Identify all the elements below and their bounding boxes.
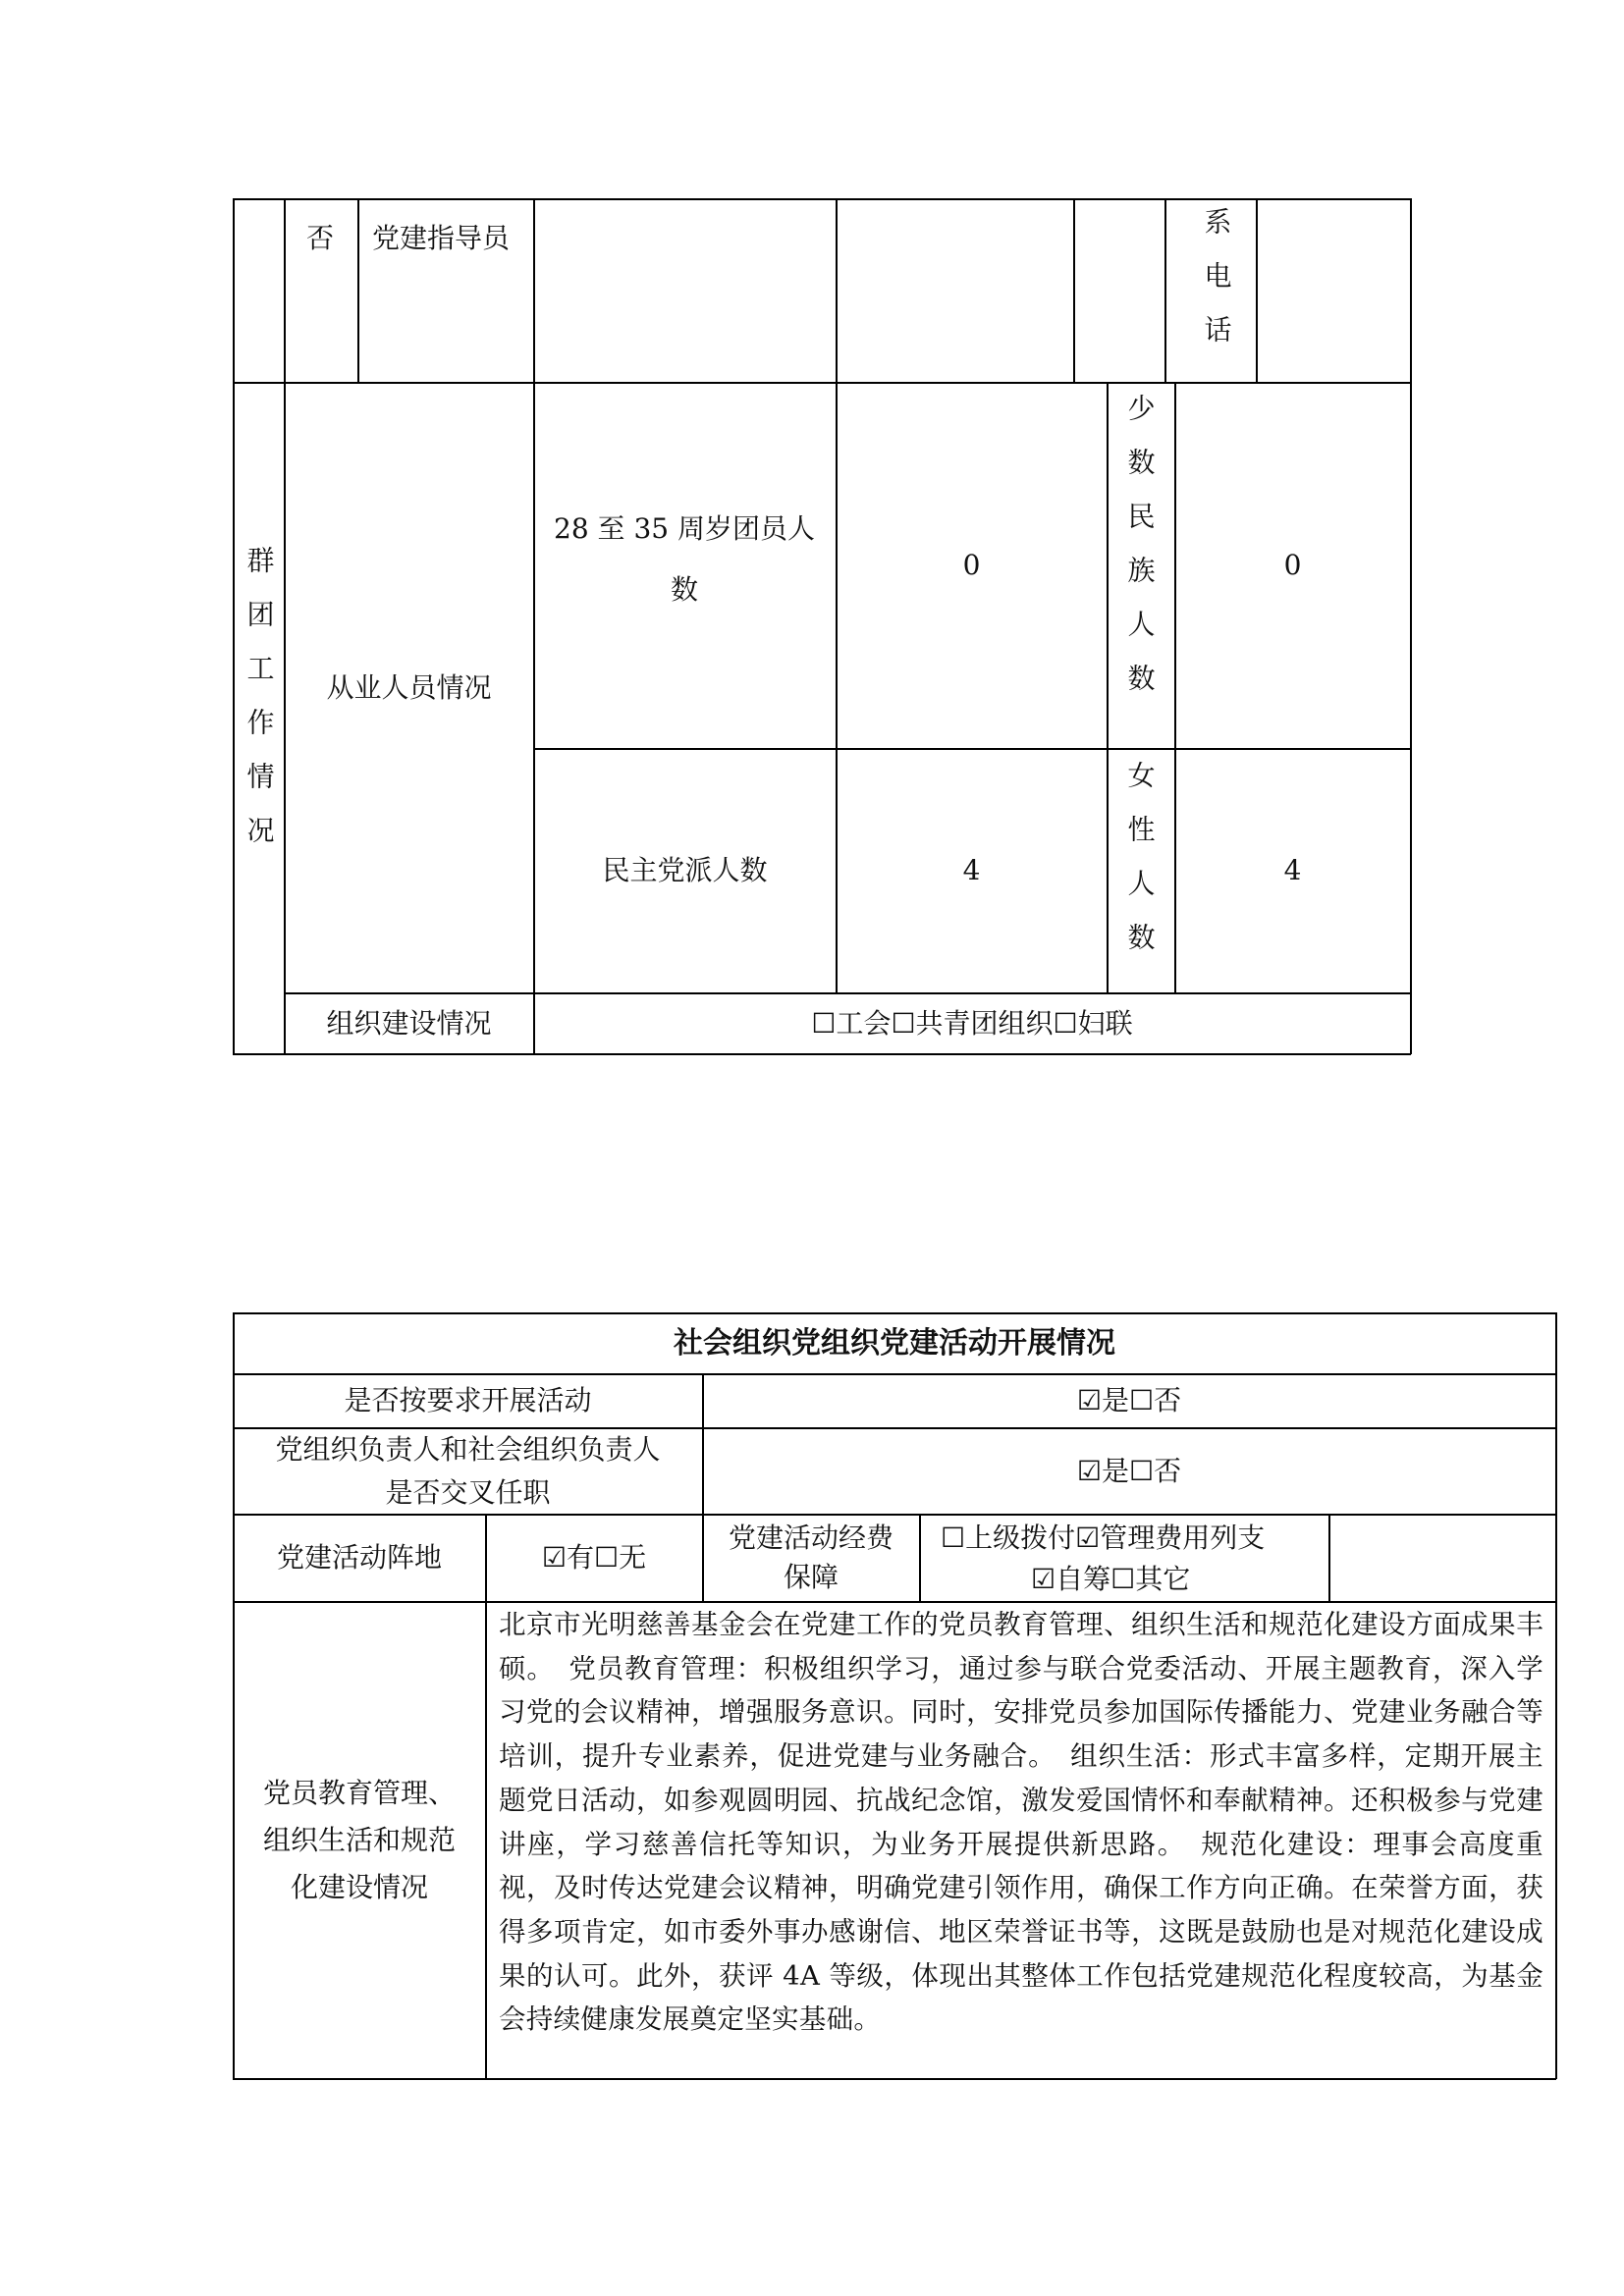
young-member-count-value: 0 <box>962 549 981 581</box>
q4-label-line1: 党员教育管理、 <box>262 1776 456 1809</box>
q4-description: 北京市光明慈善基金会在党建工作的党员教育管理、组织生活和规范化建设方面成果丰硕。 党员教育管理：积极组织学习，通过参与联合党委活动、开展主题教育，深入学习党的会议精神，增强服务意识。同时，安排党员参加国际传播能力、党建业务融合等培训，提升专业素养，促进党建与业务融合。 组织生活：形式丰富多样，定期开展主题党日活动，如参观圆明园、抗战纪念馆，激发爱国情怀和奉献精神。还积极参与党建讲座，学习慈善信托等知识，为业务开展提供新思路。 规范化建设：理事会高度重视，及时传达党建会议精神，明确党建引领作用，确保工作方向正确。在荣誉方面，获得多项肯定，如市委外事办感谢信、地区荣誉证书等，这既是鼓励也是对规范化建设成果的认可。此外，获评 4A 等级，体现出其整体工作包括党建规范化程度较高，为基金会持续健康发展奠定坚实基础。 <box>499 1609 1543 2036</box>
minority-count-value: 0 <box>1283 549 1302 581</box>
fund-options-line2: ☑自筹☐其它 <box>1031 1563 1191 1595</box>
staff-label: 从业人员情况 <box>326 670 492 704</box>
contact-phone-label: 系电话 <box>1200 207 1233 369</box>
org-build-options: ☐工会☐共青团组织☐妇联 <box>811 1006 1133 1040</box>
q4-label-line3: 化建设情况 <box>290 1870 428 1903</box>
q2-label <box>234 1428 702 1514</box>
democratic-party-count-label: 民主党派人数 <box>602 854 768 886</box>
fund-label-line2: 保障 <box>783 1561 839 1593</box>
q2-answer: ☑是☐否 <box>1076 1454 1182 1487</box>
q2-label-line1: 党组织负责人和社会组织负责人 <box>275 1432 661 1466</box>
fund-label-line1: 党建活动经费 <box>728 1522 893 1554</box>
q2-label-line2: 是否交叉任职 <box>385 1475 551 1509</box>
minority-count-label: 少数民族人数 <box>1123 394 1157 718</box>
democratic-party-count-value: 4 <box>962 854 981 886</box>
fund-options-line1: ☐上级拨付☑管理费用列支 <box>941 1522 1266 1554</box>
q3-label: 党建活动阵地 <box>276 1541 442 1574</box>
q4-label <box>234 1602 485 2078</box>
cell-party-guide: 党建指导员 <box>372 222 511 254</box>
q4-label-line2: 组织生活和规范 <box>262 1823 456 1856</box>
female-count-value: 4 <box>1283 854 1302 886</box>
mass-group-label: 群团工作情况 <box>243 546 276 870</box>
fund-label <box>703 1515 919 1601</box>
cell-no: 否 <box>306 222 335 254</box>
q3-answer: ☑有☐无 <box>541 1541 647 1574</box>
young-member-count-label: 28 至 35 周岁团员人数 <box>554 512 815 606</box>
cell-contact-phone <box>1197 207 1236 369</box>
female-count-label: 女性人数 <box>1123 761 1157 977</box>
q1-label: 是否按要求开展活动 <box>344 1384 592 1416</box>
section-title: 社会组织党组织党建活动开展情况 <box>674 1325 1115 1361</box>
org-build-label: 组织建设情况 <box>326 1006 492 1040</box>
q1-answer: ☑是☐否 <box>1076 1384 1182 1416</box>
